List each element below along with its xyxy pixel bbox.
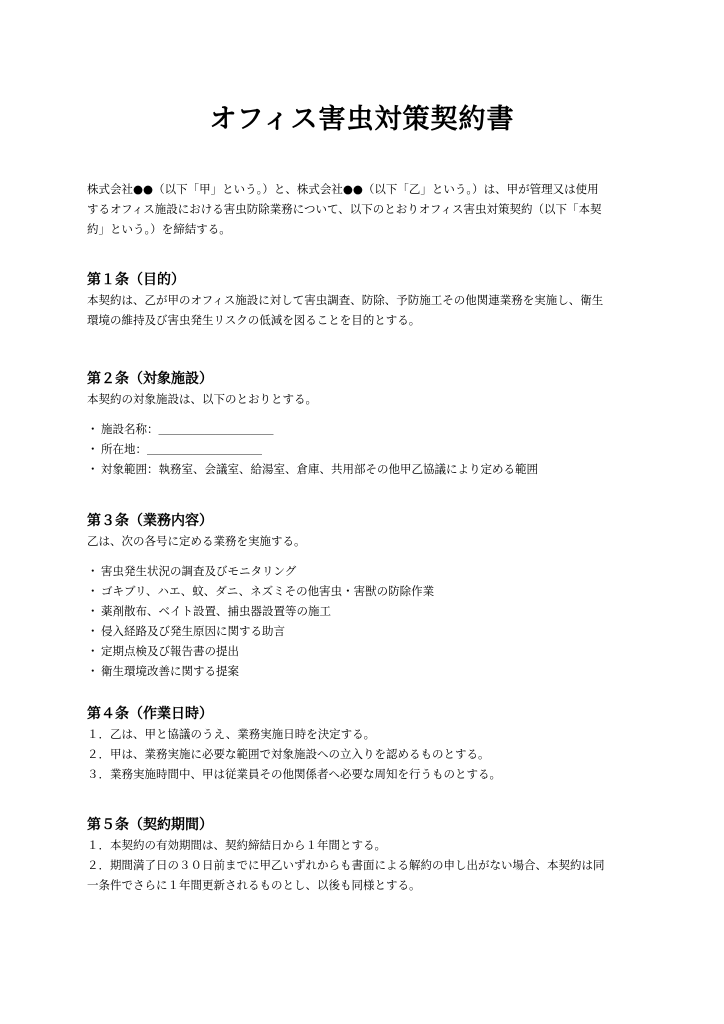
list-item-text: ゴキブリ、ハエ、蚊、ダニ、ネズミその他害虫・害獣の防除作業 — [101, 584, 435, 598]
list-item — [87, 561, 647, 581]
list-item-text: 対象範囲：執務室、会議室、給湯室、倉庫、共用部その他甲乙協議により定める範囲 — [101, 462, 538, 476]
list-item — [87, 621, 647, 641]
list-item — [87, 601, 647, 621]
list-item-text: 定期点検及び報告書の提出 — [101, 644, 239, 658]
article-1 — [87, 270, 647, 330]
numbered-list — [87, 724, 647, 784]
article-2 — [87, 369, 647, 479]
list-item — [87, 459, 647, 479]
list-item — [87, 641, 647, 661]
bullet-mark: ・ — [87, 644, 99, 658]
bullet-mark: ・ — [87, 462, 99, 476]
bullet-mark: ・ — [87, 584, 99, 598]
bullet-mark: ・ — [87, 422, 99, 436]
numbered-item-line: ２．甲は、業務実施に必要な範囲で対象施設への立入りを認めるものとする。 — [87, 747, 490, 761]
list-item-text: 害虫発生状況の調査及びモニタリング — [101, 564, 297, 578]
list-item — [87, 419, 647, 439]
article-heading: 第５条（契約期間） — [87, 817, 213, 833]
list-item-text: 衛生環境改善に関する提案 — [101, 664, 239, 678]
numbered-item — [87, 855, 647, 895]
list-item-text: 施設名称：＿＿＿＿＿＿＿＿＿＿ — [101, 422, 274, 436]
list-item — [87, 581, 647, 601]
numbered-list — [87, 835, 647, 895]
article-paragraph — [87, 290, 647, 330]
paragraph-line: 環境の維持及び害虫発生リスクの低減を図ることを目的とする。 — [87, 313, 421, 327]
bullet-mark: ・ — [87, 604, 99, 618]
paragraph-line: 本契約の対象施設は、以下のとおりとする。 — [87, 392, 317, 406]
numbered-item — [87, 835, 647, 855]
numbered-item-line: ２．期間満了日の３０日前までに甲乙いずれからも書面による解約の申し出がない場合、本契約は同 — [87, 858, 605, 872]
list-item — [87, 439, 647, 459]
paragraph-line: 乙は、次の各号に定める業務を実施する。 — [87, 534, 306, 548]
numbered-item — [87, 724, 647, 744]
bullet-list — [87, 561, 647, 681]
article-paragraph — [87, 389, 647, 409]
article-heading: 第４条（作業日時） — [87, 706, 213, 722]
intro-line: 株式会社●●（以下「甲」という。）と、株式会社●●（以下「乙」という。）は、甲が管理又は使用 — [87, 182, 599, 196]
numbered-item — [87, 764, 647, 784]
list-item-text: 所在地：＿＿＿＿＿＿＿＿＿＿ — [101, 442, 262, 456]
bullet-mark: ・ — [87, 442, 99, 456]
numbered-item-line: １．乙は、甲と協議のうえ、業務実施日時を決定する。 — [87, 727, 376, 741]
intro-paragraph — [87, 179, 647, 239]
numbered-item-line: ３．業務実施時間中、甲は従業員その他関係者へ必要な周知を行うものとする。 — [87, 767, 501, 781]
document-title: オフィス害虫対策契約書 — [209, 104, 515, 135]
article-heading: 第１条（目的） — [87, 272, 185, 288]
article-4 — [87, 704, 647, 784]
article-heading: 第２条（対象施設） — [87, 371, 213, 387]
article-paragraph — [87, 531, 647, 551]
intro-line: するオフィス施設における害虫防除業務について、以下のとおりオフィス害虫対策契約（以下「本契 — [87, 202, 602, 216]
bullet-mark: ・ — [87, 624, 99, 638]
list-item — [87, 661, 647, 681]
paragraph-line: 本契約は、乙が甲のオフィス施設に対して害虫調査、防除、予防施工その他関連業務を実施し、衛生 — [87, 293, 604, 307]
numbered-item — [87, 744, 647, 764]
article-3 — [87, 511, 647, 681]
numbered-item-line: １．本契約の有効期間は、契約締結日から１年間とする。 — [87, 838, 386, 852]
bullet-mark: ・ — [87, 564, 99, 578]
bullet-list — [87, 419, 647, 479]
article-5 — [87, 815, 647, 895]
list-item-text: 侵入経路及び発生原因に関する助言 — [101, 624, 285, 638]
article-heading: 第３条（業務内容） — [87, 513, 213, 529]
numbered-item-line: 一条件でさらに１年間更新されるものとし、以後も同様とする。 — [87, 878, 421, 892]
bullet-mark: ・ — [87, 664, 99, 678]
list-item-text: 薬剤散布、ベイト設置、捕虫器設置等の施工 — [101, 604, 331, 618]
intro-line: 約」という。）を締結する。 — [87, 222, 231, 236]
